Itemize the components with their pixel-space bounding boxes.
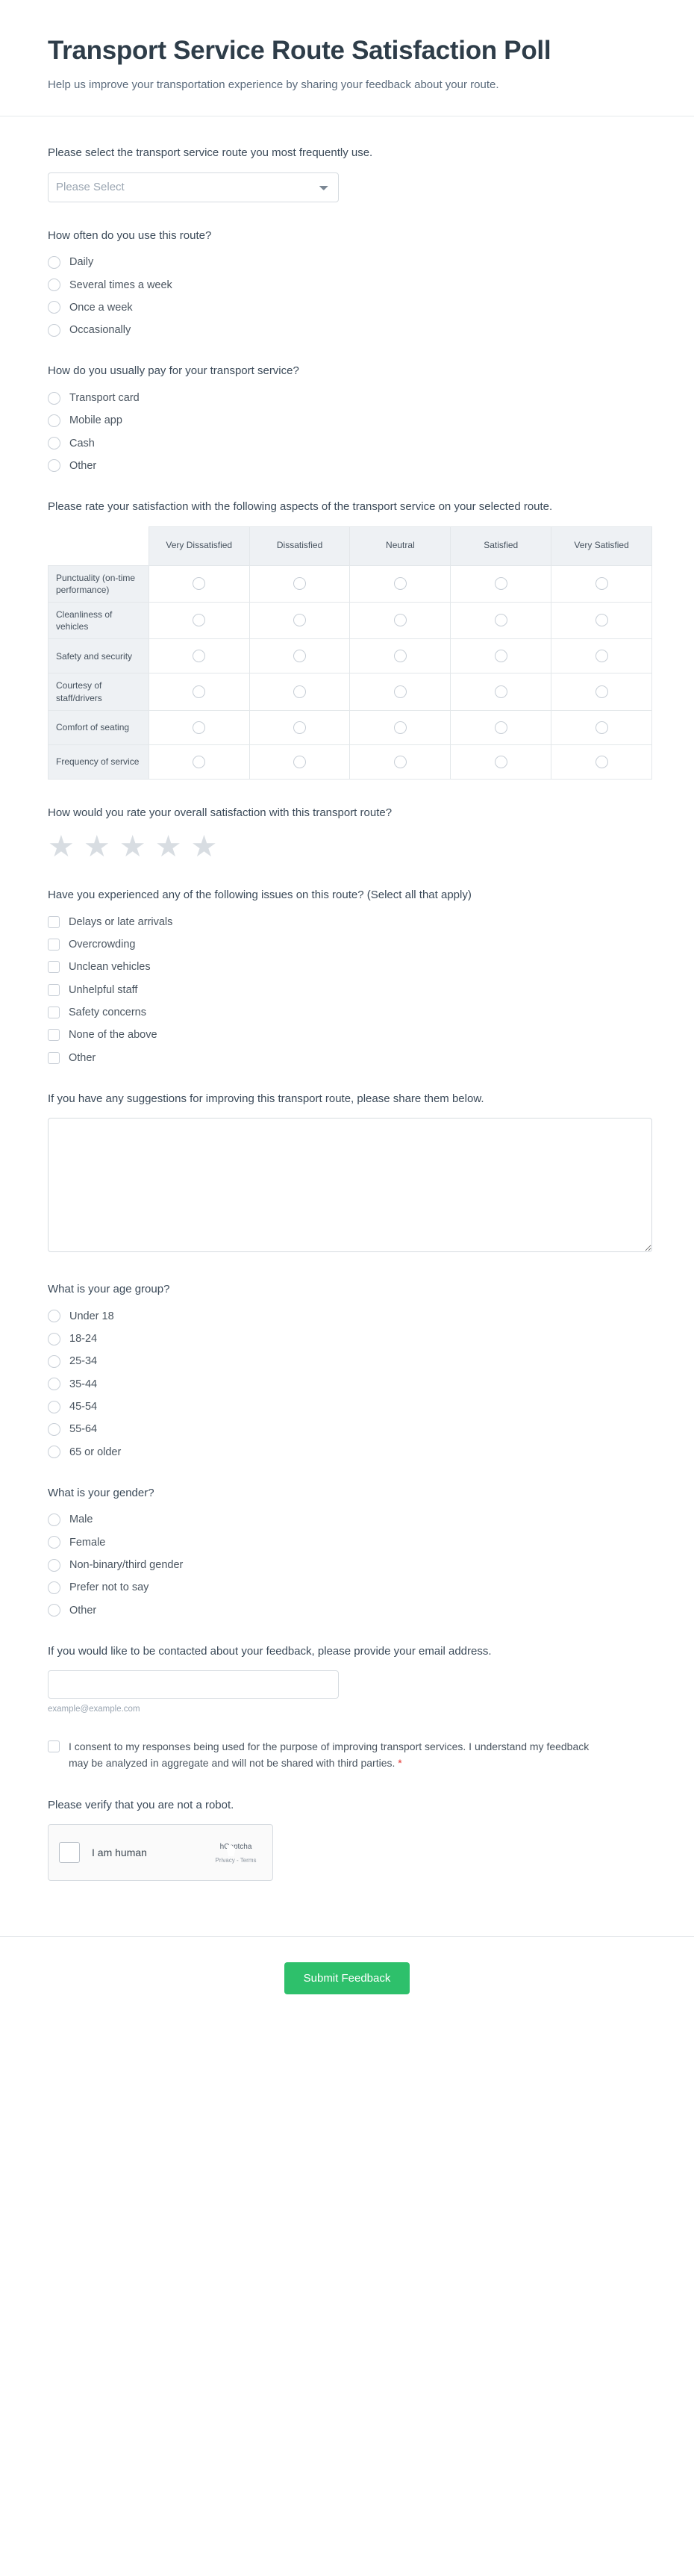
consent-text xyxy=(69,1739,606,1771)
matrix-cell[interactable] xyxy=(149,603,249,639)
radio-icon[interactable] xyxy=(193,650,205,662)
option-label: 55-64 xyxy=(69,1423,98,1436)
option-label: Cash xyxy=(69,437,95,449)
submit-button[interactable]: Submit Feedback xyxy=(284,1962,410,1994)
matrix-cell[interactable] xyxy=(249,603,350,639)
email-help-text: example@example.com xyxy=(48,1705,140,1714)
matrix-row-label: Safety and security xyxy=(49,639,149,673)
matrix-cell[interactable] xyxy=(551,710,652,744)
radio-icon[interactable] xyxy=(394,577,407,590)
matrix-cell[interactable] xyxy=(451,565,551,602)
radio-icon[interactable] xyxy=(48,1536,60,1549)
radio-option[interactable] xyxy=(48,1331,646,1346)
hcaptcha-terms-link[interactable]: Privacy - Terms xyxy=(215,1857,257,1864)
radio-icon[interactable] xyxy=(193,721,205,734)
email-field[interactable] xyxy=(48,1670,339,1699)
table-row xyxy=(49,744,652,779)
checkbox-option[interactable] xyxy=(48,959,646,974)
option-label: Other xyxy=(69,459,97,472)
suggestions-label: If you have any suggestions for improving this transport route, please share them below. xyxy=(48,1092,484,1105)
radio-icon[interactable] xyxy=(48,1310,60,1322)
radio-option[interactable] xyxy=(48,278,646,293)
checkbox-icon[interactable] xyxy=(48,939,60,951)
matrix-column-header: Satisfied xyxy=(451,526,551,565)
page-title: Transport Service Route Satisfaction Poll xyxy=(48,36,551,65)
matrix-cell[interactable] xyxy=(451,603,551,639)
radio-icon[interactable] xyxy=(394,614,407,626)
hcaptcha-checkbox-icon[interactable] xyxy=(59,1842,80,1863)
radio-icon[interactable] xyxy=(495,577,507,590)
radio-icon[interactable] xyxy=(394,721,407,734)
overall-rating-label: How would you rate your overall satisfaction with this transport route? xyxy=(48,806,393,819)
radio-option[interactable] xyxy=(48,413,646,428)
option-label: Once a week xyxy=(69,301,133,314)
radio-icon[interactable] xyxy=(293,756,306,768)
radio-icon[interactable] xyxy=(48,1559,60,1572)
age-group-label: What is your age group? xyxy=(48,1283,170,1296)
radio-icon[interactable] xyxy=(293,721,306,734)
radio-icon[interactable] xyxy=(595,614,608,626)
radio-icon[interactable] xyxy=(48,324,60,337)
question-route-select xyxy=(48,145,646,202)
option-label: Daily xyxy=(69,256,94,269)
option-label: None of the above xyxy=(69,1029,157,1042)
radio-icon[interactable] xyxy=(48,1446,60,1458)
page-header xyxy=(0,0,694,116)
radio-option[interactable] xyxy=(48,1445,646,1460)
email-label: If you would like to be contacted about your feedback, please provide your email address. xyxy=(48,1644,492,1658)
question-issues xyxy=(48,887,646,1065)
matrix-cell[interactable] xyxy=(149,673,249,710)
radio-option[interactable] xyxy=(48,300,646,315)
radio-icon[interactable] xyxy=(394,650,407,662)
radio-icon[interactable] xyxy=(293,577,306,590)
checkbox-icon[interactable] xyxy=(48,916,60,928)
option-label: 35-44 xyxy=(69,1378,98,1390)
matrix-cell[interactable] xyxy=(249,639,350,673)
form-body xyxy=(0,116,694,1921)
hcaptcha-widget[interactable] xyxy=(48,1824,273,1881)
checkbox-option[interactable] xyxy=(48,1027,646,1042)
consent-label: I consent to my responses being used for the purpose of improving transport services. I understand my feedback may be analyzed in aggregate and will not be shared with third parties. xyxy=(69,1740,590,1770)
consent-checkbox-icon[interactable] xyxy=(48,1740,60,1752)
option-label: Unclean vehicles xyxy=(69,961,151,974)
consent-row[interactable] xyxy=(48,1739,646,1771)
radio-icon[interactable] xyxy=(595,756,608,768)
matrix-cell[interactable] xyxy=(249,565,350,602)
matrix-cell[interactable] xyxy=(350,639,451,673)
radio-icon[interactable] xyxy=(193,614,205,626)
radio-icon[interactable] xyxy=(595,650,608,662)
matrix-cell[interactable] xyxy=(149,744,249,779)
matrix-cell[interactable] xyxy=(451,639,551,673)
matrix-cell[interactable] xyxy=(350,603,451,639)
radio-option[interactable] xyxy=(48,323,646,337)
question-email xyxy=(48,1643,646,1714)
matrix-column-header: Very Satisfied xyxy=(551,526,652,565)
radio-icon[interactable] xyxy=(495,756,507,768)
radio-option[interactable] xyxy=(48,1535,646,1550)
question-gender xyxy=(48,1485,646,1618)
matrix-cell[interactable] xyxy=(149,639,249,673)
radio-icon[interactable] xyxy=(48,1604,60,1617)
radio-option[interactable] xyxy=(48,1580,646,1595)
radio-icon[interactable] xyxy=(495,721,507,734)
radio-icon[interactable] xyxy=(48,256,60,269)
checkbox-option[interactable] xyxy=(48,983,646,998)
radio-icon[interactable] xyxy=(495,650,507,662)
radio-icon[interactable] xyxy=(193,685,205,698)
checkbox-option[interactable] xyxy=(48,1051,646,1065)
matrix-cell[interactable] xyxy=(350,673,451,710)
suggestions-textarea[interactable] xyxy=(48,1118,652,1252)
radio-option[interactable] xyxy=(48,391,646,405)
radio-option[interactable] xyxy=(48,1309,646,1324)
radio-icon[interactable] xyxy=(595,685,608,698)
radio-icon[interactable] xyxy=(48,1333,60,1345)
matrix-row-label: Punctuality (on-time performance) xyxy=(49,565,149,602)
radio-icon[interactable] xyxy=(48,279,60,291)
checkbox-option[interactable] xyxy=(48,915,646,930)
question-suggestions xyxy=(48,1091,646,1257)
radio-icon[interactable] xyxy=(48,1401,60,1413)
matrix-cell[interactable] xyxy=(451,673,551,710)
radio-option[interactable] xyxy=(48,436,646,451)
radio-icon[interactable] xyxy=(48,1355,60,1368)
matrix-cell[interactable] xyxy=(249,673,350,710)
hcaptcha-name: hCaptcha xyxy=(219,1843,252,1852)
radio-option[interactable] xyxy=(48,1603,646,1618)
matrix-label: Please rate your satisfaction with the following aspects of the transport service on your selected route. xyxy=(48,500,553,514)
radio-icon[interactable] xyxy=(48,414,60,427)
radio-icon[interactable] xyxy=(495,614,507,626)
option-label: Prefer not to say xyxy=(69,1581,149,1594)
radio-icon[interactable] xyxy=(193,756,205,768)
radio-option[interactable] xyxy=(48,255,646,270)
table-row xyxy=(49,639,652,673)
option-label: Female xyxy=(69,1536,106,1549)
matrix-corner-cell xyxy=(49,526,149,565)
option-label: 65 or older xyxy=(69,1446,122,1458)
form-footer xyxy=(0,1936,694,2024)
radio-icon[interactable] xyxy=(48,1423,60,1436)
matrix-cell[interactable] xyxy=(350,744,451,779)
radio-icon[interactable] xyxy=(48,301,60,314)
question-captcha xyxy=(48,1797,646,1882)
matrix-cell[interactable] xyxy=(249,744,350,779)
radio-icon[interactable] xyxy=(48,437,60,449)
table-row xyxy=(49,565,652,602)
radio-option[interactable] xyxy=(48,1399,646,1414)
captcha-label: Please verify that you are not a robot. xyxy=(48,1798,234,1811)
matrix-row-label: Comfort of seating xyxy=(49,710,149,744)
matrix-cell[interactable] xyxy=(350,710,451,744)
option-label: Overcrowding xyxy=(69,939,136,951)
matrix-row-label: Cleanliness of vehicles xyxy=(49,603,149,639)
checkbox-icon[interactable] xyxy=(48,984,60,996)
option-label: Unhelpful staff xyxy=(69,983,138,996)
gender-label: What is your gender? xyxy=(48,1486,154,1499)
matrix-cell[interactable] xyxy=(350,565,451,602)
matrix-cell[interactable] xyxy=(149,565,249,602)
question-payment xyxy=(48,363,646,473)
frequency-label: How often do you use this route? xyxy=(48,228,212,242)
radio-option[interactable] xyxy=(48,1512,646,1527)
table-row xyxy=(49,603,652,639)
radio-icon[interactable] xyxy=(48,459,60,472)
matrix-cell[interactable] xyxy=(249,710,350,744)
radio-icon[interactable] xyxy=(293,650,306,662)
hcaptcha-checkbox-label: I am human xyxy=(92,1847,147,1859)
matrix-row-label: Courtesy of staff/drivers xyxy=(49,673,149,710)
matrix-column-header: Very Dissatisfied xyxy=(149,526,249,565)
star-icon[interactable]: ★ xyxy=(190,830,218,864)
option-label: Safety concerns xyxy=(69,1006,146,1018)
matrix-cell[interactable] xyxy=(149,710,249,744)
option-label: Male xyxy=(69,1513,93,1526)
radio-icon[interactable] xyxy=(193,577,205,590)
matrix-column-header: Neutral xyxy=(350,526,451,565)
radio-icon[interactable] xyxy=(48,1378,60,1390)
radio-option[interactable] xyxy=(48,1558,646,1572)
question-frequency xyxy=(48,228,646,338)
radio-icon[interactable] xyxy=(595,721,608,734)
checkbox-icon[interactable] xyxy=(48,1029,60,1041)
route-select-label: Please select the transport service route you most frequently use. xyxy=(48,146,373,160)
radio-icon[interactable] xyxy=(48,1581,60,1594)
radio-icon[interactable] xyxy=(48,392,60,405)
radio-icon[interactable] xyxy=(293,614,306,626)
option-label: Transport card xyxy=(69,391,140,404)
matrix-cell[interactable] xyxy=(451,710,551,744)
route-select-input[interactable] xyxy=(48,172,339,202)
payment-label: How do you usually pay for your transport service? xyxy=(48,364,299,378)
page-subtitle: Help us improve your transportation experience by sharing your feedback about your route. xyxy=(48,78,499,91)
option-label: Several times a week xyxy=(69,279,172,291)
matrix-cell[interactable] xyxy=(551,603,652,639)
checkbox-icon[interactable] xyxy=(48,1007,60,1018)
checkbox-option[interactable] xyxy=(48,1005,646,1020)
radio-option[interactable] xyxy=(48,1377,646,1392)
option-label: Mobile app xyxy=(69,414,122,427)
question-overall-rating xyxy=(48,805,646,862)
option-label: Under 18 xyxy=(69,1310,114,1322)
matrix-cell[interactable] xyxy=(551,639,652,673)
table-row xyxy=(49,710,652,744)
option-label: 18-24 xyxy=(69,1333,98,1345)
star-icon[interactable]: ★ xyxy=(48,830,75,864)
matrix-column-header: Dissatisfied xyxy=(249,526,350,565)
question-satisfaction-matrix xyxy=(48,499,646,780)
star-icon[interactable]: ★ xyxy=(83,830,110,864)
star-rating[interactable] xyxy=(48,832,646,862)
checkbox-icon[interactable] xyxy=(48,961,60,973)
checkbox-option[interactable] xyxy=(48,937,646,952)
matrix-row-label: Frequency of service xyxy=(49,744,149,779)
radio-option[interactable] xyxy=(48,458,646,473)
hcaptcha-brand xyxy=(210,1839,262,1866)
question-age-group xyxy=(48,1281,646,1460)
option-label: 25-34 xyxy=(69,1355,98,1368)
star-icon[interactable]: ★ xyxy=(154,830,182,864)
issues-label: Have you experienced any of the following issues on this route? (Select all that apply) xyxy=(48,889,472,902)
option-label: 45-54 xyxy=(69,1401,98,1413)
radio-option[interactable] xyxy=(48,1422,646,1437)
table-row xyxy=(49,673,652,710)
option-label: Delays or late arrivals xyxy=(69,915,173,928)
option-label: Occasionally xyxy=(69,324,131,337)
radio-option[interactable] xyxy=(48,1354,646,1369)
matrix-cell[interactable] xyxy=(551,673,652,710)
matrix-cell[interactable] xyxy=(451,744,551,779)
satisfaction-matrix-table xyxy=(48,526,652,780)
radio-icon[interactable] xyxy=(595,577,608,590)
star-icon[interactable]: ★ xyxy=(119,830,146,864)
matrix-cell[interactable] xyxy=(551,744,652,779)
matrix-cell[interactable] xyxy=(551,565,652,602)
required-marker: * xyxy=(398,1757,402,1770)
radio-icon[interactable] xyxy=(495,685,507,698)
option-label: Non-binary/third gender xyxy=(69,1559,184,1571)
option-label: Other xyxy=(69,1051,96,1064)
radio-icon[interactable] xyxy=(394,756,407,768)
radio-icon[interactable] xyxy=(293,685,306,698)
radio-icon[interactable] xyxy=(394,685,407,698)
option-label: Other xyxy=(69,1604,97,1617)
checkbox-icon[interactable] xyxy=(48,1052,60,1064)
matrix-header-row xyxy=(49,526,652,565)
radio-icon[interactable] xyxy=(48,1513,60,1526)
